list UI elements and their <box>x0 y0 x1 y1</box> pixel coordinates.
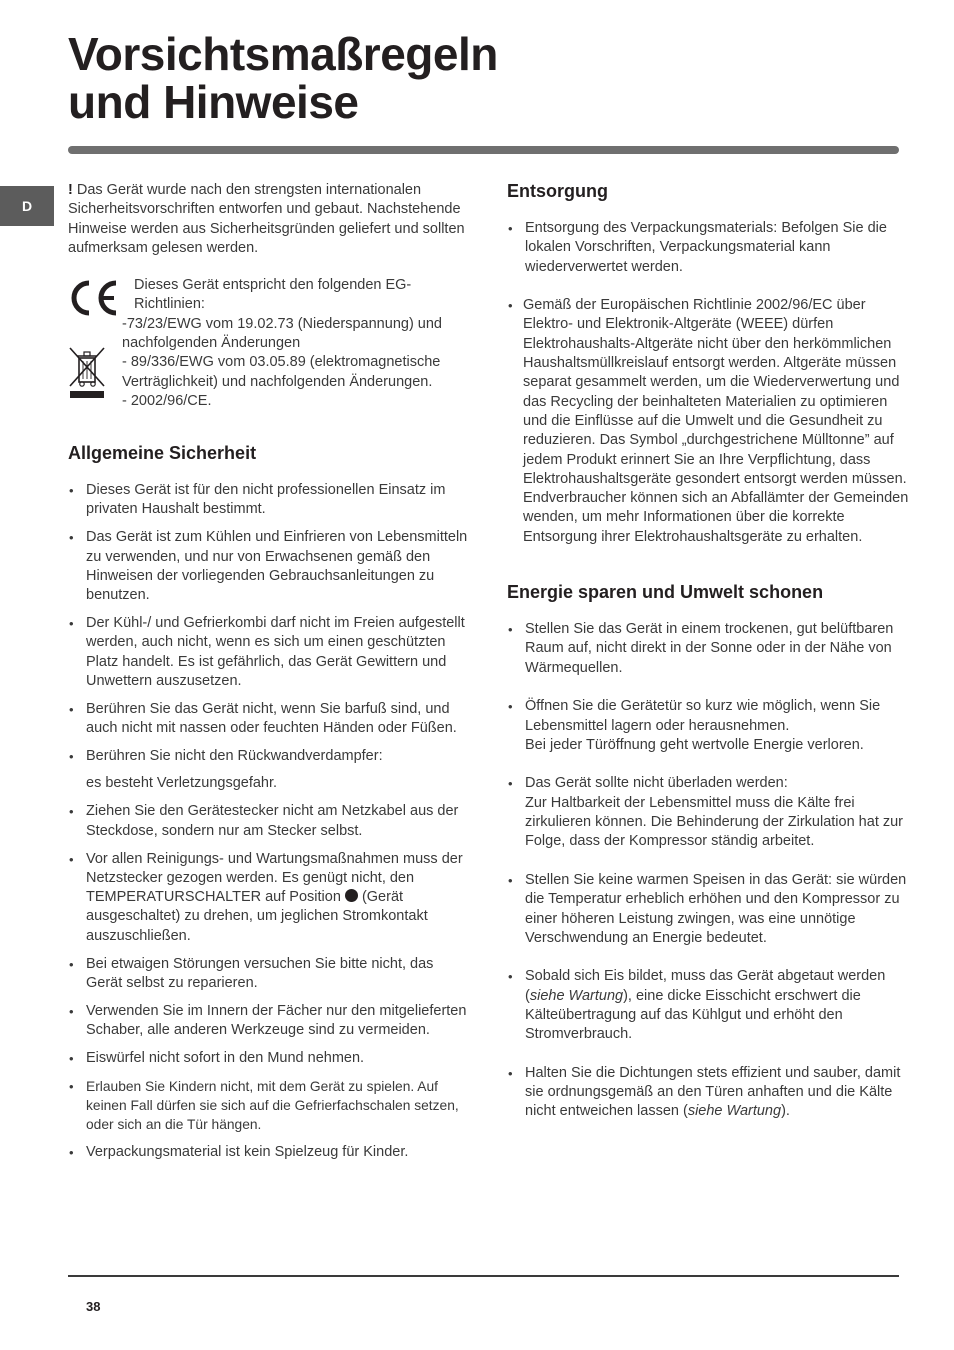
list-item-text: Vor allen Reinigungs- und Wartungsmaßnahmen muss der Netzstecker gezogen werden. Es genügt nicht, den TEMPERATURSCHALTER auf Position <box>86 850 463 906</box>
bullet: • <box>69 701 74 717</box>
list-item-text-end: ). <box>781 1103 790 1120</box>
bullet: • <box>69 1003 74 1019</box>
list-item <box>68 955 468 994</box>
left-column <box>68 181 468 1171</box>
list-item-text: Bei etwaigen Störungen versuchen Sie bitte nicht, das Gerät selbst zu reparieren. <box>86 955 434 991</box>
list-item <box>68 802 468 841</box>
general-safety-heading: Allgemeine Sicherheit <box>68 443 257 464</box>
bullet: • <box>69 749 74 765</box>
list-item-text: Berühren Sie das Gerät nicht, wenn Sie barfuß sind, und auch nicht mit nassen oder feuchten Händen oder Füßen. <box>86 700 457 737</box>
list-item <box>507 967 909 1044</box>
list-item <box>507 219 909 277</box>
top-divider <box>68 146 899 154</box>
bullet: • <box>69 616 74 632</box>
list-item-text: Das Gerät sollte nicht überladen werden: <box>525 775 788 792</box>
list-item <box>68 614 468 691</box>
bullet: • <box>508 622 513 638</box>
list-item <box>68 850 468 946</box>
list-item-text: Eiswürfel nicht sofort in den Mund nehmen. <box>86 1049 365 1066</box>
list-item <box>68 1002 468 1041</box>
intro-paragraph <box>68 181 468 258</box>
list-item <box>507 1064 909 1122</box>
list-item-text-extra: Zur Haltbarkeit der Lebensmittel muss die Kälte frei zirkulieren können. Die Behinderung der Zirkulation hat zur Folge, dass der Kompressor ständig arbeitet. <box>525 794 904 850</box>
energy-saving-list <box>507 620 909 1122</box>
list-item <box>507 296 909 547</box>
bullet: • <box>69 483 74 499</box>
bullet: • <box>508 221 513 236</box>
list-item <box>68 528 468 605</box>
right-column <box>507 180 909 1141</box>
list-item-text: Stellen Sie das Gerät in einem trockenen, gut belüftbaren Raum auf, nicht direkt in der Sonne oder in der Nähe von Wärmequellen. <box>525 621 894 676</box>
ce-line-1: Dieses Gerät entspricht den folgenden EG-Richtlinien: <box>134 277 412 313</box>
bullet: • <box>508 776 513 792</box>
list-item <box>507 697 909 755</box>
list-item <box>507 871 909 948</box>
list-item-text: Dieses Gerät ist für den nicht professionellen Einsatz im privaten Haushalt bestimmt. <box>86 482 446 518</box>
intro-text: Das Gerät wurde nach den strengsten internationalen Sicherheitsvorschriften entworfen und gebaut. Nachstehende Hinweise werden aus Sicherheitsgründen geliefert und sollten aufmerksam gelesen werden. <box>68 182 465 256</box>
page-title-line-1: Vorsichtsmaßregeln <box>68 28 498 80</box>
list-item <box>68 481 468 520</box>
crossed-out-bin-icon <box>68 346 106 400</box>
bullet: • <box>69 851 74 867</box>
bullet: • <box>508 969 513 985</box>
list-item-text: Erlauben Sie Kindern nicht, mit dem Gerät zu spielen. Auf keinen Fall dürfen sie sich auf die Gefrierfachschalen setzen, oder sich an die Tür hängen. <box>86 1078 459 1133</box>
general-safety-list <box>68 481 468 766</box>
list-item-text: Öffnen Sie die Gerätetür so kurz wie möglich, wenn Sie Lebensmittel lagern oder herausnehmen. <box>525 698 881 734</box>
list-item-text: Verpackungsmaterial ist kein Spielzeug für Kinder. <box>86 1144 409 1161</box>
ce-directives-text <box>122 276 472 411</box>
list-item <box>68 700 468 739</box>
bullet: • <box>508 298 513 314</box>
energy-saving-heading: Energie sparen und Umwelt schonen <box>507 582 824 603</box>
ce-line-3: - 89/336/EWG vom 03.05.89 (elektromagnetische Verträglichkeit) und nachfolgenden Änderungen. <box>122 354 441 390</box>
list-item-text: Berühren Sie nicht den Rückwandverdampfer: <box>86 748 383 765</box>
warning-mark: ! <box>68 182 73 198</box>
cross-reference: siehe Wartung <box>529 987 624 1004</box>
bullet: • <box>508 1065 513 1081</box>
list-item <box>68 747 468 766</box>
off-position-icon <box>345 889 358 902</box>
list-item <box>68 1077 468 1135</box>
list-item <box>68 1049 468 1068</box>
cross-reference: siehe Wartung <box>687 1103 782 1120</box>
list-item-text: Gemäß der Europäischen Richtlinie 2002/96/EC über Elektro- und Elektronik-Altgeräte (WEEE) dürfen Elektrohaushalts-Altgeräte nicht über den herkömmlichen Haushaltsmüllkreislauf entsorgt werden. Altgeräte müssen separat gesammelt werden, um die Wiederverwertung und das Recycling der beinhalteten Materialien zu optimieren und die Einflüsse auf die Umwelt und die Gesundheit zu reduzieren. Das Symbol „durchgestrichene Mülltonne” auf jedem Produkt erinnert Sie an Ihre Verpflichtung, dass Elektrohaushaltsgeräte gesondert entsorgt werden müssen. <box>523 297 907 487</box>
list-item-text: Ziehen Sie den Gerätestecker nicht am Netzkabel aus der Steckdose, sondern nur am Stecker selbst. <box>86 803 459 839</box>
bullet: • <box>69 1050 74 1066</box>
list-item-text: Das Gerät ist zum Kühlen und Einfrieren von Lebensmitteln zu verwenden, und nur von Erwachsenen gemäß den Hinweisen der vorliegenden Gebrauchsanleitungen zu benutzen. <box>86 529 468 604</box>
list-item-text-end: (Gerät ausgeschaltet) zu drehen, um jeglichen Stromkontakt auszuschließen. <box>86 889 428 944</box>
bullet: • <box>69 1145 74 1161</box>
bullet: • <box>69 1078 74 1094</box>
list-item-text: Verwenden Sie im Innern der Fächer nur den mitgelieferten Schaber, alle anderen Werkzeuge sind zu vermeiden. <box>86 1002 467 1039</box>
list-item-text: Sobald sich Eis bildet, muss das Gerät abgetaut werden ( <box>525 968 886 1004</box>
disposal-list <box>507 219 909 547</box>
list-item-text-end: ), eine dicke Eisschicht erschwert die Kälteübertragung auf das Kühlgut und erhöht den Stromverbrauch. <box>525 987 861 1043</box>
ce-line-4: - 2002/96/CE. <box>122 392 212 409</box>
list-item-text: Stellen Sie keine warmen Speisen in das Gerät: sie würden die Temperatur erheblich erhöhen und den Kompressor zu einer höheren Leistung zwingen, was eine unnötige Verschwendung an Energie bedeutet. <box>525 871 907 946</box>
list-item-text-extra: Endverbraucher können sich an Abfallämter der Gemeinden wenden, um mehr Informationen über die korrekte Entsorgung ihrer Elektrohaushaltsgeräte zu erhalten. <box>523 490 909 545</box>
bullet: • <box>508 699 513 715</box>
language-tab: D <box>0 186 54 226</box>
list-item-text-extra: Bei jeder Türöffnung geht wertvolle Energie verloren. <box>525 736 864 753</box>
list-item-text: Halten Sie die Dichtungen stets effizient und sauber, damit sie ordnungsgemäß an den Türen anhaften und die Kälte nicht entweichen lassen ( <box>525 1064 901 1120</box>
page-title-line-2: und Hinweise <box>68 76 359 128</box>
ce-conformity-block <box>68 276 468 416</box>
bottom-divider <box>68 1275 899 1277</box>
injury-risk-note: es besteht Verletzungsgefahr. <box>86 775 278 792</box>
list-item-text: Der Kühl-/ und Gefrierkombi darf nicht im Freien aufgestellt werden, auch nicht, wenn es sich um einen geschützten Platz handelt. Es ist gefährlich, das Gerät Gewittern und Unwettern auszusetzen. <box>86 615 465 690</box>
list-item-text: Entsorgung des Verpackungsmaterials: Befolgen Sie die lokalen Vorschriften, Verpackungsmaterial kann wiederverwertet werden. <box>525 220 887 275</box>
disposal-heading: Entsorgung <box>507 181 608 201</box>
list-item <box>507 620 909 678</box>
page-title <box>68 30 498 126</box>
list-item <box>507 774 909 851</box>
list-item <box>68 1143 468 1162</box>
page-number: 38 <box>86 1299 101 1314</box>
general-safety-list-continued <box>68 802 468 1162</box>
bullet: • <box>69 956 74 972</box>
bullet: • <box>69 804 74 820</box>
ce-mark-icon <box>68 280 120 316</box>
ce-line-2: -73/23/EWG vom 19.02.73 (Niederspannung) und nachfolgenden Änderungen <box>122 315 442 352</box>
bullet: • <box>69 530 74 546</box>
bullet: • <box>508 872 513 888</box>
